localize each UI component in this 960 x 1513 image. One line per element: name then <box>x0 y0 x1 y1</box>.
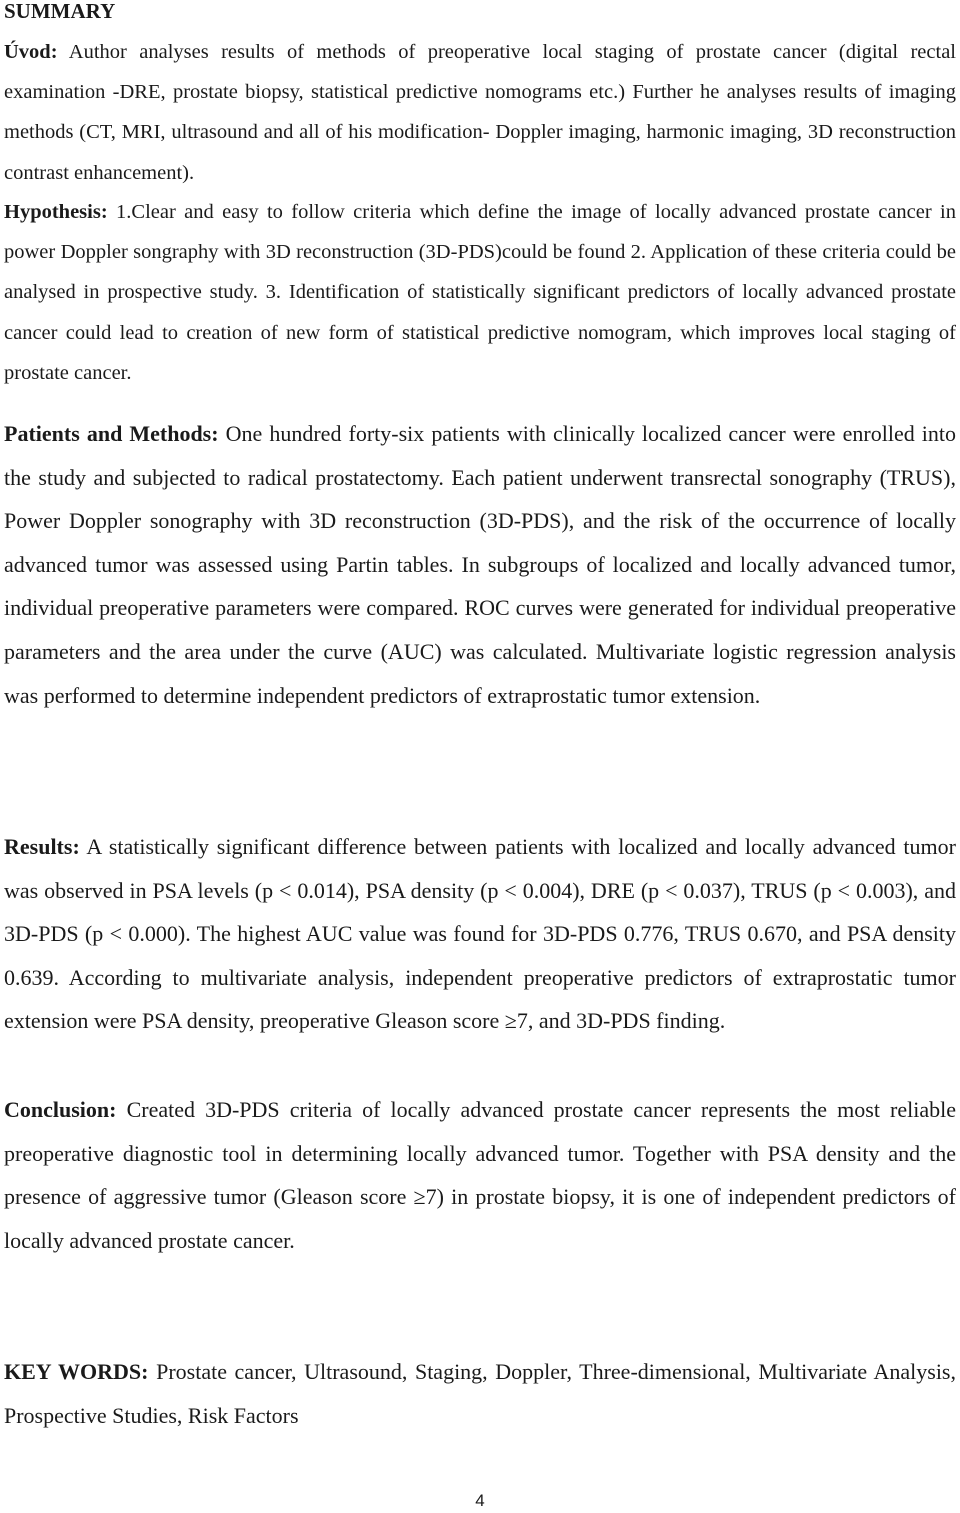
intro-text: Author analyses results of methods of preoperative local staging of prostate cancer (digital rectal examination -DRE, prostate biopsy, statistical predictive nomograms etc.) Further he analyses results of imaging methods (CT, MRI, ultrasound and all of his modification- Doppler imaging, harmonic imaging, 3D reconstruction contrast enhancement). <box>4 41 956 184</box>
methods-label: Patients and Methods: <box>4 421 219 446</box>
keywords-paragraph <box>4 1350 956 1437</box>
conclusion-label: Conclusion: <box>4 1097 117 1122</box>
hypothesis-text: 1.Clear and easy to follow criteria which define the image of locally advanced prostate cancer in power Doppler songraphy with 3D reconstruction (3D-PDS)could be found 2. Application of these criteria could be analysed in prospective study. 3. Identification of statistically significant predictors of locally advanced prostate cancer could lead to creation of new form of statistical predictive nomogram, which improves local staging of prostate cancer. <box>4 201 956 384</box>
intro-label: Úvod: <box>4 41 58 63</box>
keywords-text: Prostate cancer, Ultrasound, Staging, Doppler, Three-dimensional, Multivariate Analysis, Prospective Studies, Risk Factors <box>4 1359 956 1428</box>
results-label: Results: <box>4 834 80 859</box>
hypothesis-label: Hypothesis: <box>4 201 108 223</box>
methods-text: One hundred forty-six patients with clinically localized cancer were enrolled into the study and subjected to radical prostatectomy. Each patient underwent transrectal sonography (TRUS), Power Doppler sonography with 3D reconstruction (3D-PDS), and the risk of the occurrence of locally advanced tumor was assessed using Partin tables. In subgroups of localized and locally advanced tumor, individual preoperative parameters were compared. ROC curves were generated for individual preoperative parameters and the area under the curve (AUC) was calculated. Multivariate logistic regression analysis was performed to determine independent predictors of extraprostatic tumor extension. <box>4 421 956 708</box>
results-paragraph <box>4 825 956 1043</box>
intro-paragraph <box>4 32 956 193</box>
summary-heading: SUMMARY <box>4 0 116 23</box>
conclusion-paragraph <box>4 1088 956 1262</box>
conclusion-text: Created 3D-PDS criteria of locally advanced prostate cancer represents the most reliable preoperative diagnostic tool in determining locally advanced tumor. Together with PSA density and the presence of aggressive tumor (Gleason score ≥7) in prostate biopsy, it is one of independent predictors of locally advanced prostate cancer. <box>4 1097 956 1253</box>
keywords-label: KEY WORDS: <box>4 1359 149 1384</box>
results-text: A statistically significant difference between patients with localized and locally advanced tumor was observed in PSA levels (p < 0.014), PSA density (p < 0.004), DRE (p < 0.037), TRUS (p < 0.003), and 3D-PDS (p < 0.000). The highest AUC value was found for 3D-PDS 0.776, TRUS 0.670, and PSA density 0.639. According to multivariate analysis, independent preoperative predictors of extraprostatic tumor extension were PSA density, preoperative Gleason score ≥7, and 3D-PDS finding. <box>4 834 956 1034</box>
page-number: 4 <box>475 1491 485 1510</box>
hypothesis-paragraph <box>4 192 956 393</box>
methods-paragraph <box>4 412 956 717</box>
